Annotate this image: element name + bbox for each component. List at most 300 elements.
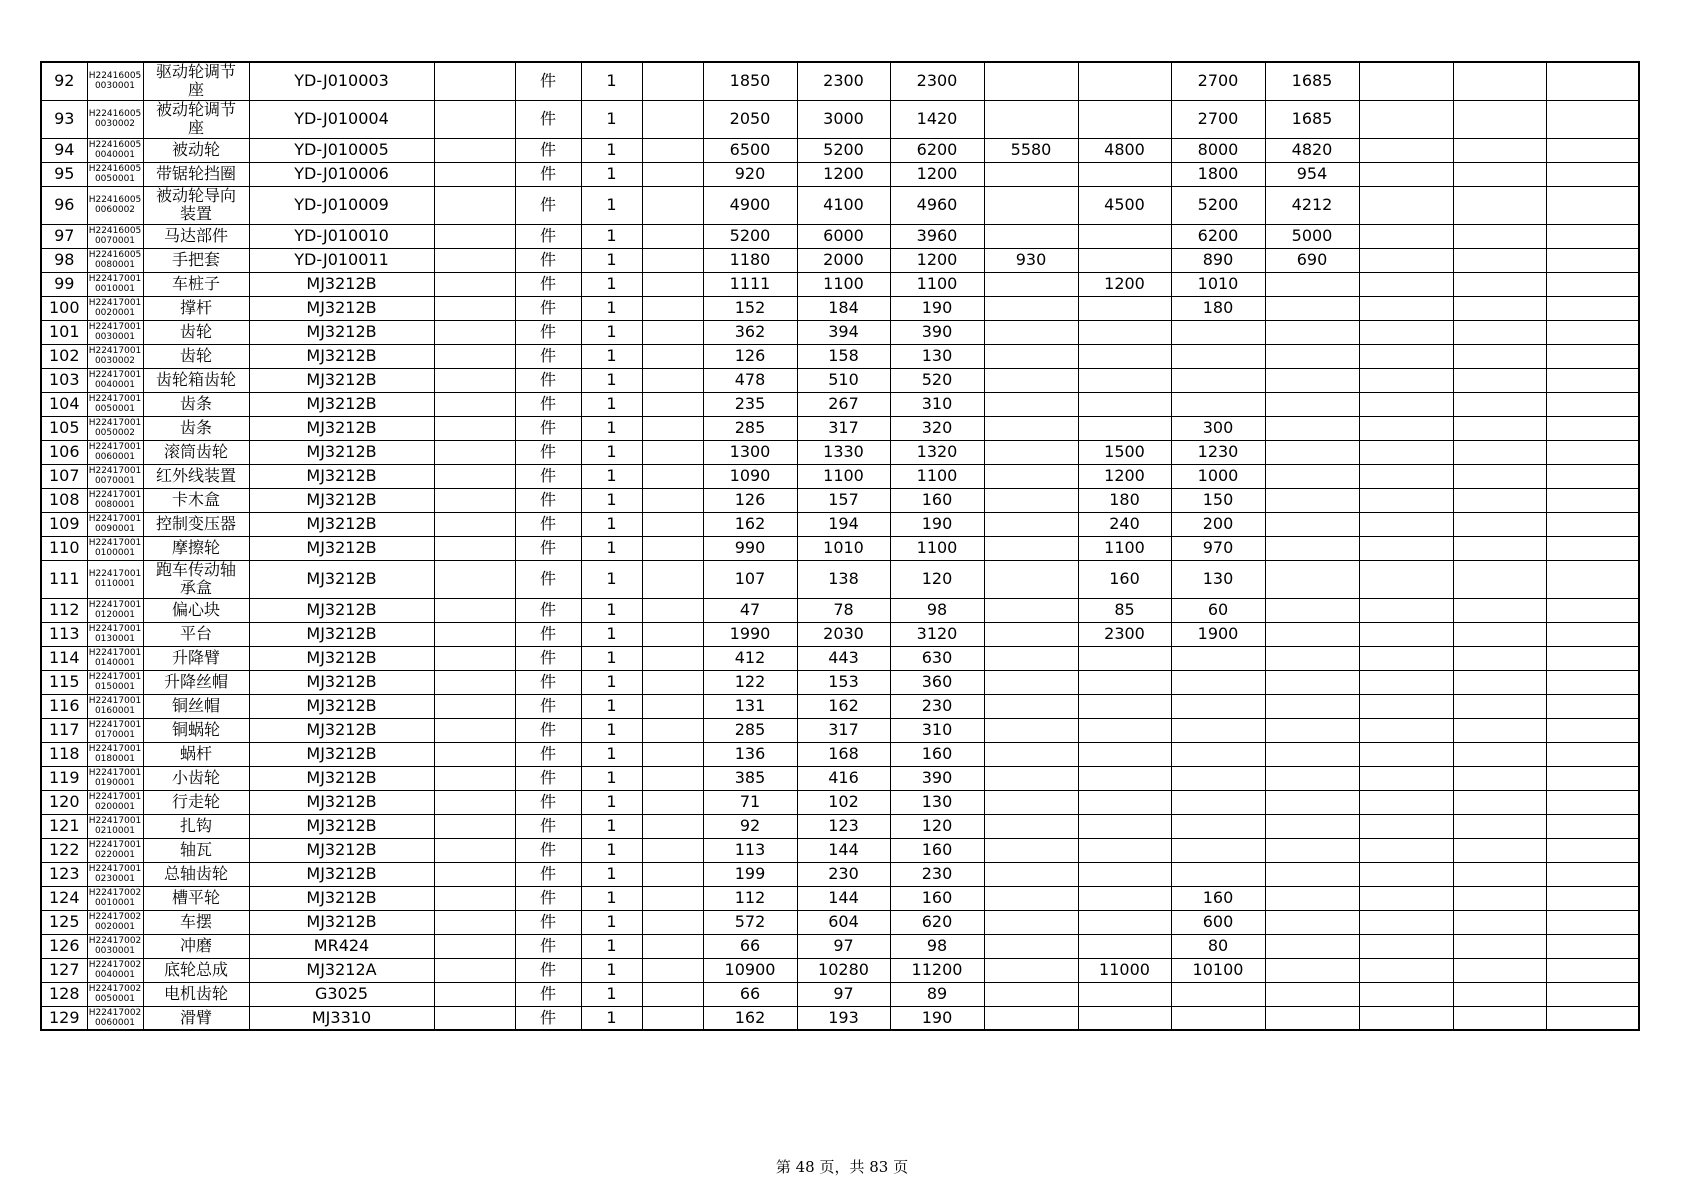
- price-3: 160: [890, 886, 984, 910]
- price-2: 394: [797, 320, 890, 344]
- item-name: 摩擦轮: [143, 536, 249, 560]
- price-6: 180: [1171, 296, 1265, 320]
- blank-col: [642, 718, 703, 742]
- row-number: 123: [41, 862, 87, 886]
- blank-col: [1359, 186, 1453, 224]
- blank-col: [1546, 694, 1639, 718]
- price-2: 162: [797, 694, 890, 718]
- price-2: 3000: [797, 100, 890, 138]
- price-6: [1171, 1006, 1265, 1030]
- material-code: H22417001 0110001: [87, 560, 143, 598]
- blank-col: [1453, 934, 1546, 958]
- price-6: [1171, 646, 1265, 670]
- blank-col: [1546, 766, 1639, 790]
- item-name: 滚筒齿轮: [143, 440, 249, 464]
- blank-col: [1453, 910, 1546, 934]
- price-5: [1078, 1006, 1171, 1030]
- price-7: 954: [1265, 162, 1359, 186]
- blank-col: [1453, 814, 1546, 838]
- price-2: 443: [797, 646, 890, 670]
- price-6: 2700: [1171, 62, 1265, 100]
- price-5: [1078, 224, 1171, 248]
- blank-col: [642, 464, 703, 488]
- material-code: H22417001 0010001: [88, 274, 142, 294]
- price-6: 5200: [1171, 186, 1265, 224]
- blank-col: [1359, 862, 1453, 886]
- quantity: 1: [581, 416, 642, 440]
- quantity: 1: [581, 440, 642, 464]
- blank-col: [642, 982, 703, 1006]
- quantity: 1: [581, 814, 642, 838]
- table-row: [41, 416, 1639, 440]
- price-5: 180: [1078, 488, 1171, 512]
- item-name: 齿条: [143, 416, 249, 440]
- price-1: 362: [703, 320, 797, 344]
- blank-col: [1359, 512, 1453, 536]
- table-row: [41, 186, 1639, 224]
- price-1: 136: [703, 742, 797, 766]
- blank-col: [1546, 512, 1639, 536]
- unit: 件: [515, 248, 581, 272]
- blank-col: [434, 162, 515, 186]
- blank-col: [1453, 138, 1546, 162]
- price-4: [984, 718, 1078, 742]
- item-name: 车桩子: [143, 272, 249, 296]
- blank-col: [642, 766, 703, 790]
- price-5: [1078, 862, 1171, 886]
- price-4: [984, 536, 1078, 560]
- blank-col: [1546, 622, 1639, 646]
- price-6: 80: [1171, 934, 1265, 958]
- blank-col: [1546, 296, 1639, 320]
- blank-col: [434, 1006, 515, 1030]
- material-code: H22417001 0080001: [88, 490, 142, 510]
- price-4: [984, 392, 1078, 416]
- model-spec: MJ3212B: [249, 886, 434, 910]
- blank-col: [434, 814, 515, 838]
- blank-col: [642, 296, 703, 320]
- blank-col: [642, 320, 703, 344]
- blank-col: [1546, 138, 1639, 162]
- unit: 件: [515, 934, 581, 958]
- item-name: 电机齿轮: [143, 982, 249, 1006]
- price-6: [1171, 320, 1265, 344]
- quantity: 1: [581, 670, 642, 694]
- blank-col: [642, 886, 703, 910]
- price-6: 200: [1171, 512, 1265, 536]
- price-3: 2300: [890, 62, 984, 100]
- material-code: H22417001 0220001: [88, 840, 142, 860]
- price-7: [1265, 790, 1359, 814]
- model-spec: MJ3212B: [249, 536, 434, 560]
- blank-col: [434, 838, 515, 862]
- price-3: 11200: [890, 958, 984, 982]
- quantity: 1: [581, 296, 642, 320]
- unit: 件: [515, 958, 581, 982]
- unit: 件: [515, 416, 581, 440]
- row-number: 94: [41, 138, 87, 162]
- price-6: 1900: [1171, 622, 1265, 646]
- blank-col: [1359, 248, 1453, 272]
- row-number: 109: [41, 512, 87, 536]
- price-1: 113: [703, 838, 797, 862]
- blank-col: [434, 742, 515, 766]
- row-number: 117: [41, 718, 87, 742]
- blank-col: [1453, 344, 1546, 368]
- price-2: 194: [797, 512, 890, 536]
- price-1: 4900: [703, 186, 797, 224]
- unit: 件: [515, 790, 581, 814]
- price-7: [1265, 464, 1359, 488]
- price-4: [984, 416, 1078, 440]
- table-row: [41, 694, 1639, 718]
- blank-col: [1453, 416, 1546, 440]
- blank-col: [1359, 392, 1453, 416]
- blank-col: [1359, 1006, 1453, 1030]
- price-3: 190: [890, 1006, 984, 1030]
- blank-col: [1359, 646, 1453, 670]
- blank-col: [1453, 368, 1546, 392]
- item-name: 小齿轮: [143, 766, 249, 790]
- price-4: [984, 598, 1078, 622]
- blank-col: [1359, 790, 1453, 814]
- price-3: 1100: [890, 272, 984, 296]
- price-3: 1200: [890, 248, 984, 272]
- item-name: 撑杆: [143, 296, 249, 320]
- blank-col: [1453, 742, 1546, 766]
- blank-col: [1546, 982, 1639, 1006]
- price-2: 416: [797, 766, 890, 790]
- material-code: H22417001 0060001: [88, 442, 142, 462]
- item-name: 行走轮: [143, 790, 249, 814]
- price-2: 6000: [797, 224, 890, 248]
- price-1: 199: [703, 862, 797, 886]
- blank-col: [434, 488, 515, 512]
- item-name: 轴瓦: [143, 838, 249, 862]
- unit: 件: [515, 512, 581, 536]
- item-name: 控制变压器: [143, 512, 249, 536]
- material-code: H22416005 0040001: [88, 140, 142, 160]
- material-code: H22417001 0210001: [88, 816, 142, 836]
- blank-col: [1546, 416, 1639, 440]
- price-table: [40, 61, 1640, 1031]
- price-3: 160: [890, 838, 984, 862]
- price-2: 153: [797, 670, 890, 694]
- material-code: H22416005 0050001: [88, 164, 142, 184]
- blank-col: [434, 958, 515, 982]
- unit: 件: [515, 224, 581, 248]
- price-4: [984, 186, 1078, 224]
- table-row: [41, 464, 1639, 488]
- blank-col: [642, 536, 703, 560]
- row-number: 116: [41, 694, 87, 718]
- item-name: 齿轮箱齿轮: [143, 368, 249, 392]
- price-1: 112: [703, 886, 797, 910]
- blank-col: [1359, 670, 1453, 694]
- price-6: 970: [1171, 536, 1265, 560]
- price-1: 162: [703, 512, 797, 536]
- unit: 件: [515, 440, 581, 464]
- row-number: 125: [41, 910, 87, 934]
- price-6: [1171, 392, 1265, 416]
- blank-col: [642, 742, 703, 766]
- material-code: H22417001 0100001: [88, 538, 142, 558]
- table-row: [41, 536, 1639, 560]
- price-3: 1320: [890, 440, 984, 464]
- price-6: 1010: [1171, 272, 1265, 296]
- price-2: 97: [797, 934, 890, 958]
- blank-col: [1359, 560, 1453, 598]
- blank-col: [1453, 248, 1546, 272]
- price-5: [1078, 934, 1171, 958]
- blank-col: [1453, 62, 1546, 100]
- blank-col: [1453, 958, 1546, 982]
- item-name: 跑车传动轴 承盒: [143, 560, 249, 598]
- material-code: H22417001 0160001: [88, 696, 142, 716]
- blank-col: [434, 934, 515, 958]
- blank-col: [1359, 958, 1453, 982]
- price-4: [984, 272, 1078, 296]
- blank-col: [642, 392, 703, 416]
- price-4: 5580: [984, 138, 1078, 162]
- price-6: 60: [1171, 598, 1265, 622]
- blank-col: [434, 440, 515, 464]
- blank-col: [1453, 464, 1546, 488]
- model-spec: MJ3212B: [249, 272, 434, 296]
- price-1: 412: [703, 646, 797, 670]
- price-7: [1265, 512, 1359, 536]
- price-2: 184: [797, 296, 890, 320]
- blank-col: [434, 512, 515, 536]
- material-code: H22417001 0070001: [88, 466, 142, 486]
- blank-col: [642, 646, 703, 670]
- table-row: [41, 598, 1639, 622]
- price-3: 6200: [890, 138, 984, 162]
- price-5: 1200: [1078, 272, 1171, 296]
- blank-col: [434, 790, 515, 814]
- blank-col: [434, 138, 515, 162]
- model-spec: MJ3212B: [249, 910, 434, 934]
- blank-col: [1546, 392, 1639, 416]
- price-7: [1265, 272, 1359, 296]
- quantity: 1: [581, 560, 642, 598]
- blank-col: [1546, 536, 1639, 560]
- price-2: 97: [797, 982, 890, 1006]
- price-3: 89: [890, 982, 984, 1006]
- price-6: [1171, 982, 1265, 1006]
- blank-col: [434, 646, 515, 670]
- price-1: 66: [703, 982, 797, 1006]
- price-4: [984, 512, 1078, 536]
- row-number: 98: [41, 248, 87, 272]
- price-5: 4800: [1078, 138, 1171, 162]
- unit: 件: [515, 62, 581, 100]
- price-7: [1265, 536, 1359, 560]
- price-5: 1100: [1078, 536, 1171, 560]
- price-1: 235: [703, 392, 797, 416]
- price-2: 158: [797, 344, 890, 368]
- model-spec: MJ3212B: [249, 488, 434, 512]
- price-6: 10100: [1171, 958, 1265, 982]
- row-number: 122: [41, 838, 87, 862]
- blank-col: [434, 560, 515, 598]
- price-1: 6500: [703, 138, 797, 162]
- unit: 件: [515, 392, 581, 416]
- model-spec: YD-J010010: [249, 224, 434, 248]
- price-3: 1100: [890, 536, 984, 560]
- blank-col: [434, 694, 515, 718]
- row-number: 102: [41, 344, 87, 368]
- price-2: 2030: [797, 622, 890, 646]
- unit: 件: [515, 646, 581, 670]
- price-2: 78: [797, 598, 890, 622]
- price-6: [1171, 694, 1265, 718]
- quantity: 1: [581, 100, 642, 138]
- item-name: 滑臂: [143, 1006, 249, 1030]
- price-4: [984, 958, 1078, 982]
- blank-col: [1546, 320, 1639, 344]
- item-name: 带锯轮挡圈: [143, 162, 249, 186]
- price-1: 47: [703, 598, 797, 622]
- blank-col: [1546, 488, 1639, 512]
- price-6: 130: [1171, 560, 1265, 598]
- price-7: [1265, 1006, 1359, 1030]
- material-code: H22417001 0020001: [88, 298, 142, 318]
- table-row: [41, 886, 1639, 910]
- table-row: [41, 272, 1639, 296]
- price-3: 390: [890, 320, 984, 344]
- blank-col: [1359, 934, 1453, 958]
- row-number: 96: [41, 186, 87, 224]
- blank-col: [642, 512, 703, 536]
- quantity: 1: [581, 742, 642, 766]
- material-code: H22417001 0190001: [88, 768, 142, 788]
- price-2: 1010: [797, 536, 890, 560]
- quantity: 1: [581, 488, 642, 512]
- blank-col: [1546, 742, 1639, 766]
- blank-col: [642, 910, 703, 934]
- material-code: H22417002 0020001: [88, 912, 142, 932]
- price-2: 4100: [797, 186, 890, 224]
- blank-col: [1546, 248, 1639, 272]
- model-spec: MJ3212B: [249, 416, 434, 440]
- price-1: 162: [703, 1006, 797, 1030]
- item-name: 平台: [143, 622, 249, 646]
- blank-col: [642, 224, 703, 248]
- unit: 件: [515, 488, 581, 512]
- table-row: [41, 62, 1639, 100]
- price-6: 1230: [1171, 440, 1265, 464]
- model-spec: MJ3212B: [249, 560, 434, 598]
- quantity: 1: [581, 934, 642, 958]
- blank-col: [1453, 694, 1546, 718]
- price-7: [1265, 718, 1359, 742]
- blank-col: [1359, 62, 1453, 100]
- price-5: [1078, 814, 1171, 838]
- row-number: 100: [41, 296, 87, 320]
- quantity: 1: [581, 62, 642, 100]
- price-4: [984, 886, 1078, 910]
- blank-col: [434, 982, 515, 1006]
- blank-col: [434, 416, 515, 440]
- blank-col: [1546, 814, 1639, 838]
- price-2: 157: [797, 488, 890, 512]
- model-spec: YD-J010006: [249, 162, 434, 186]
- price-1: 66: [703, 934, 797, 958]
- blank-col: [1453, 296, 1546, 320]
- blank-col: [1453, 982, 1546, 1006]
- blank-col: [1453, 272, 1546, 296]
- price-7: [1265, 934, 1359, 958]
- price-1: 1300: [703, 440, 797, 464]
- blank-col: [1359, 814, 1453, 838]
- blank-col: [642, 440, 703, 464]
- material-code: H22417002 0060001: [87, 1006, 143, 1030]
- table-row: [41, 296, 1639, 320]
- table-row: [41, 320, 1639, 344]
- material-code: H22417001 0050001: [88, 394, 142, 414]
- table-row: [41, 742, 1639, 766]
- price-4: 930: [984, 248, 1078, 272]
- blank-col: [1546, 838, 1639, 862]
- price-7: [1265, 392, 1359, 416]
- price-3: 310: [890, 392, 984, 416]
- item-name: 齿轮: [143, 320, 249, 344]
- table-row: [41, 622, 1639, 646]
- blank-col: [642, 138, 703, 162]
- blank-col: [642, 814, 703, 838]
- blank-col: [1546, 560, 1639, 598]
- item-name: 槽平轮: [143, 886, 249, 910]
- item-name: 被动轮导向 装置: [143, 186, 249, 224]
- quantity: 1: [581, 790, 642, 814]
- price-5: [1078, 742, 1171, 766]
- unit: 件: [515, 368, 581, 392]
- price-1: 1990: [703, 622, 797, 646]
- price-2: 1100: [797, 464, 890, 488]
- price-6: 8000: [1171, 138, 1265, 162]
- price-6: [1171, 742, 1265, 766]
- blank-col: [434, 464, 515, 488]
- price-4: [984, 296, 1078, 320]
- price-7: [1265, 742, 1359, 766]
- price-7: 690: [1265, 248, 1359, 272]
- price-2: 144: [797, 886, 890, 910]
- blank-col: [1546, 186, 1639, 224]
- blank-col: [1359, 910, 1453, 934]
- blank-col: [1546, 718, 1639, 742]
- price-6: 6200: [1171, 224, 1265, 248]
- quantity: 1: [581, 392, 642, 416]
- unit: 件: [515, 186, 581, 224]
- unit: 件: [515, 838, 581, 862]
- quantity: 1: [581, 320, 642, 344]
- blank-col: [1359, 368, 1453, 392]
- price-1: 107: [703, 560, 797, 598]
- material-code: H22417001 0140001: [88, 648, 142, 668]
- blank-col: [1546, 224, 1639, 248]
- model-spec: MJ3212B: [249, 320, 434, 344]
- item-name: 被动轮调节 座: [143, 100, 249, 138]
- blank-col: [1359, 536, 1453, 560]
- price-1: 71: [703, 790, 797, 814]
- blank-col: [1359, 272, 1453, 296]
- blank-col: [1453, 162, 1546, 186]
- price-7: [1265, 814, 1359, 838]
- price-3: 98: [890, 598, 984, 622]
- price-3: 3960: [890, 224, 984, 248]
- blank-col: [642, 934, 703, 958]
